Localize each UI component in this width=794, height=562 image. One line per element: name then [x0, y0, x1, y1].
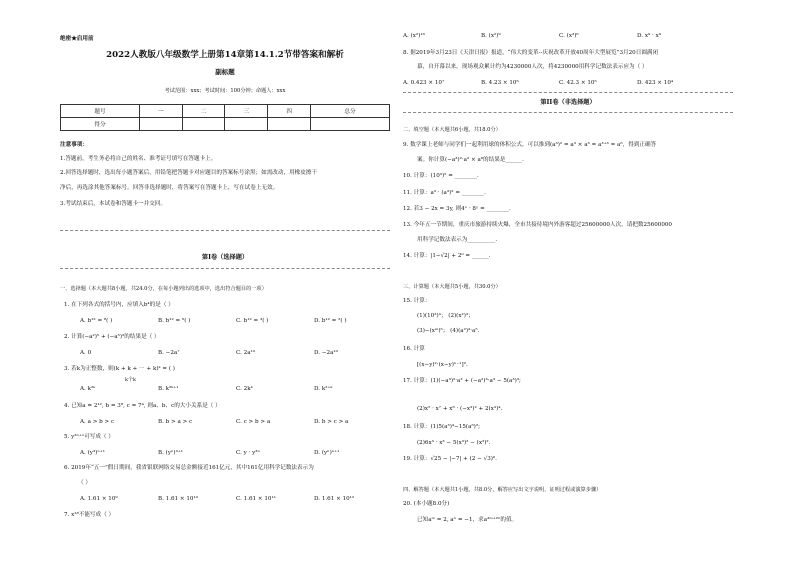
q2-option-b: B. −2a⁷ [158, 350, 180, 356]
q6-option-d: D. 1.61 × 10¹² [314, 496, 355, 502]
score-cell [311, 118, 390, 131]
q3-option-a: A. k²ᵏ [80, 386, 96, 392]
question-20: 20. (本小题8.0分) [403, 501, 450, 507]
question-9-cont: 案。你计算(−a³)²·a² × a⁸的结果是______. [417, 157, 524, 163]
section4-title: 四、解答题（本大题共1小题，共8.0分，解答应写出文字说明，证明过程或演算步骤） [403, 487, 602, 493]
q3-option-b: B. k²ᵏ⁺¹ [158, 386, 179, 392]
q1-option-b: B. b¹² = ⁶( ) [158, 318, 191, 324]
score-header-cell: 三 [225, 105, 268, 118]
question-16: 16. 计算 [403, 346, 425, 352]
question-19: 19. 计算：√25 − |−7| + (2 − √3)⁰. [403, 456, 497, 462]
exam-info: 考试范围：xxx；考试时间：100分钟；命题人：xxx [164, 88, 286, 94]
q4-option-d: D. b > c > a [314, 419, 349, 425]
q1-option-c: C. b¹² = ³( ) [236, 318, 269, 324]
q4-option-a: A. a > b > c [80, 419, 115, 425]
question-9: 9. 数学课上老师与同学们一起利用球的体积公式，可以推到(a³)² = a³ × a³ = a³⁺³ = a⁶，得到正确答 [403, 142, 657, 148]
question-2: 2. 计算(−a²)⁵ + (−a⁵)²的结果是（ ） [64, 334, 160, 340]
q1-option-a: A. b¹² = ⁸( ) [80, 318, 113, 324]
score-table-header-row [61, 105, 390, 118]
section2-title: 二、填空题（本大题共6小题，共18.0分） [403, 127, 501, 133]
q8-option-a: A. 0.423 × 10⁷ [403, 80, 445, 86]
q7-option-b: B. (x²)⁹ [481, 33, 501, 39]
divider [60, 268, 390, 269]
score-row-label: 得分 [61, 118, 140, 131]
q5-option-c: C. y · y³ⁿ [236, 450, 260, 456]
question-8: 8. 据2019年3月23日《天津日报》报道，“伟大的变革--庆祝改革开放40周年大型展览”3月20日圆满闭 [403, 50, 659, 56]
q8-option-b: B. 4.23 × 10⁶ [481, 80, 519, 86]
notice-line: 2.回答选择题时，选出每小题答案后，用铅笔把答题卡对应题目的答案标号涂黑；如需改动，用橡皮擦干 [60, 170, 318, 176]
score-cell [268, 118, 311, 131]
q6-option-b: B. 1.61 × 10¹⁰ [158, 496, 198, 502]
question-15-part2: (3)−(xᵐ)⁵； (4)(a²)³·a⁵. [417, 328, 480, 334]
notice-line: 净后，再选涂其他答案标号。回答非选择题时，将答案写在答题卡上，写在试卷上无效。 [60, 185, 279, 191]
score-table-score-row [61, 118, 390, 131]
q3-option-d: D. k²⁺ᵏ [314, 386, 333, 392]
question-17-part2: (2)x⁵ · x⁷ + x⁶ · (−x³)² + 2(x³)⁴. [417, 406, 503, 412]
exam-subtitle: 副标题 [215, 68, 235, 76]
q4-option-b: B. b > a > c [158, 419, 193, 425]
question-3: 3. 若k为正整数，则(k + k + ⋯ + k)ᵏ = ( ) [64, 366, 175, 372]
score-header-cell: 一 [139, 105, 182, 118]
section1-title: 一、选择题（本大题共8小题，共24.0分，在每小题列出的选项中，选出符合题目的一项） [60, 286, 267, 292]
score-header-cell: 二 [182, 105, 225, 118]
q2-option-c: C. 2a¹⁰ [236, 350, 256, 356]
notice-line: 1.答题前，考生务必将自己的姓名、准考证号填写在答题卡上。 [60, 156, 217, 162]
score-header-cell: 总分 [311, 105, 390, 118]
score-header-cell: 题号 [61, 105, 140, 118]
question-20-body: 已知aᵐ = 2, aⁿ = −1，求a³ᵐ⁺²ⁿ的值。 [417, 517, 518, 523]
exam-title: 2022人教版八年级数学上册第14章第14.1.2节带答案和解析 [106, 50, 344, 60]
part1-title: 第I卷（选择题） [201, 254, 249, 261]
q7-option-d: D. x⁹ · x⁹ [637, 33, 661, 39]
question-1: 1. 在下列各式的括号内，应填入b⁴的是（ ） [64, 302, 174, 308]
divider [60, 230, 390, 231]
q5-option-d: D. (yⁿ)ⁿ⁺¹ [314, 450, 340, 456]
divider [403, 92, 733, 93]
question-12: 12. 若3 − 2x = 3y, 则4ˣ · 8ʸ = ________. [403, 206, 511, 212]
section3-title: 三、计算题（本大题共5小题，共30.0分） [403, 284, 501, 290]
question-18-part2: (2)6x³ · x³ − 5(x³)² − (x³)². [417, 440, 491, 446]
question-17: 17. 计算：(1)(−a³)²·a³ + (−a²)³·a³ − 5(a³)³; [403, 378, 521, 384]
divider [403, 112, 733, 113]
q6-option-c: C. 1.61 × 10¹¹ [236, 496, 276, 502]
question-18: 18. 计算：(1)5(a³)⁴−15(a⁶)²; [403, 424, 480, 430]
question-6: 6. 2019年“五一”假日期间，我省银联网络交易总金额接近161亿元，其中161亿用科学记数法表示为 [64, 465, 314, 471]
score-cell [139, 118, 182, 131]
q8-option-d: D. 423 × 10⁴ [637, 80, 674, 86]
q2-option-d: D. −2a¹⁰ [314, 350, 338, 356]
score-cell [225, 118, 268, 131]
secret-label: 绝密★启用前 [60, 36, 94, 42]
question-6-cont: （ ） [78, 480, 91, 486]
question-16-expr: [(x−y)²·(x−y)ⁿ⁻¹]². [417, 362, 468, 368]
q3-underbrace-label: k个k [125, 377, 137, 383]
notice-line: 3.考试结束后，本试卷和答题卡一并交回。 [60, 201, 167, 207]
q8-option-c: C. 42.3 × 10⁵ [559, 80, 597, 86]
q7-option-a: A. (x²)¹⁶ [403, 33, 425, 39]
page-right [397, 0, 794, 562]
question-5: 5. y³ⁿ⁺¹可写成（ ） [64, 434, 114, 440]
q3-option-c: C. 2kᵏ [236, 386, 253, 392]
q6-option-a: A. 1.61 × 10⁹ [80, 496, 118, 502]
question-11: 11. 计算：a³ · (a³)² = ________. [403, 190, 486, 196]
q4-option-c: C. c > b > a [236, 419, 271, 425]
q7-option-c: C. (x³)⁶ [559, 33, 579, 39]
question-15-part1: (1)(10³)³； (2)(x²)³； [417, 313, 474, 319]
score-table [60, 104, 390, 131]
question-15: 15. 计算： [403, 298, 431, 304]
q5-option-b: B. (yⁿ)³⁺¹ [158, 450, 184, 456]
part2-title: 第II卷（非选择题） [540, 99, 596, 106]
question-13-cont: 用科学记数法表示为__________. [417, 237, 498, 243]
question-7: 7. x¹⁸不能写成（ ） [64, 512, 115, 518]
question-8-cont: 幕，自开幕以来，现场观众累计约为4230000人次，将4230000用科学记数法表示应为（ ） [417, 64, 648, 70]
q5-option-a: A. (y³)ⁿ⁺¹ [80, 450, 105, 456]
question-10: 10. 计算：(10³)⁵ = ________. [403, 173, 479, 179]
score-header-cell: 四 [268, 105, 311, 118]
question-13: 13. 今年五一节期间，重庆市旅游持续火爆，全市共接待境内外游客超过25600000人次，请把数25600000 [403, 222, 672, 228]
notice-title: 注意事项： [60, 142, 88, 148]
score-cell [182, 118, 225, 131]
q2-option-a: A. 0 [80, 350, 92, 356]
q1-option-d: D. b¹² = ²( ) [314, 318, 347, 324]
question-14: 14. 计算：|1−√2| + 2⁰ = ______. [403, 253, 491, 259]
question-4: 4. 已知a = 2¹², b = 3⁸, c = 7⁴, 则a、b、c的大小关系是（ ） [64, 403, 221, 409]
